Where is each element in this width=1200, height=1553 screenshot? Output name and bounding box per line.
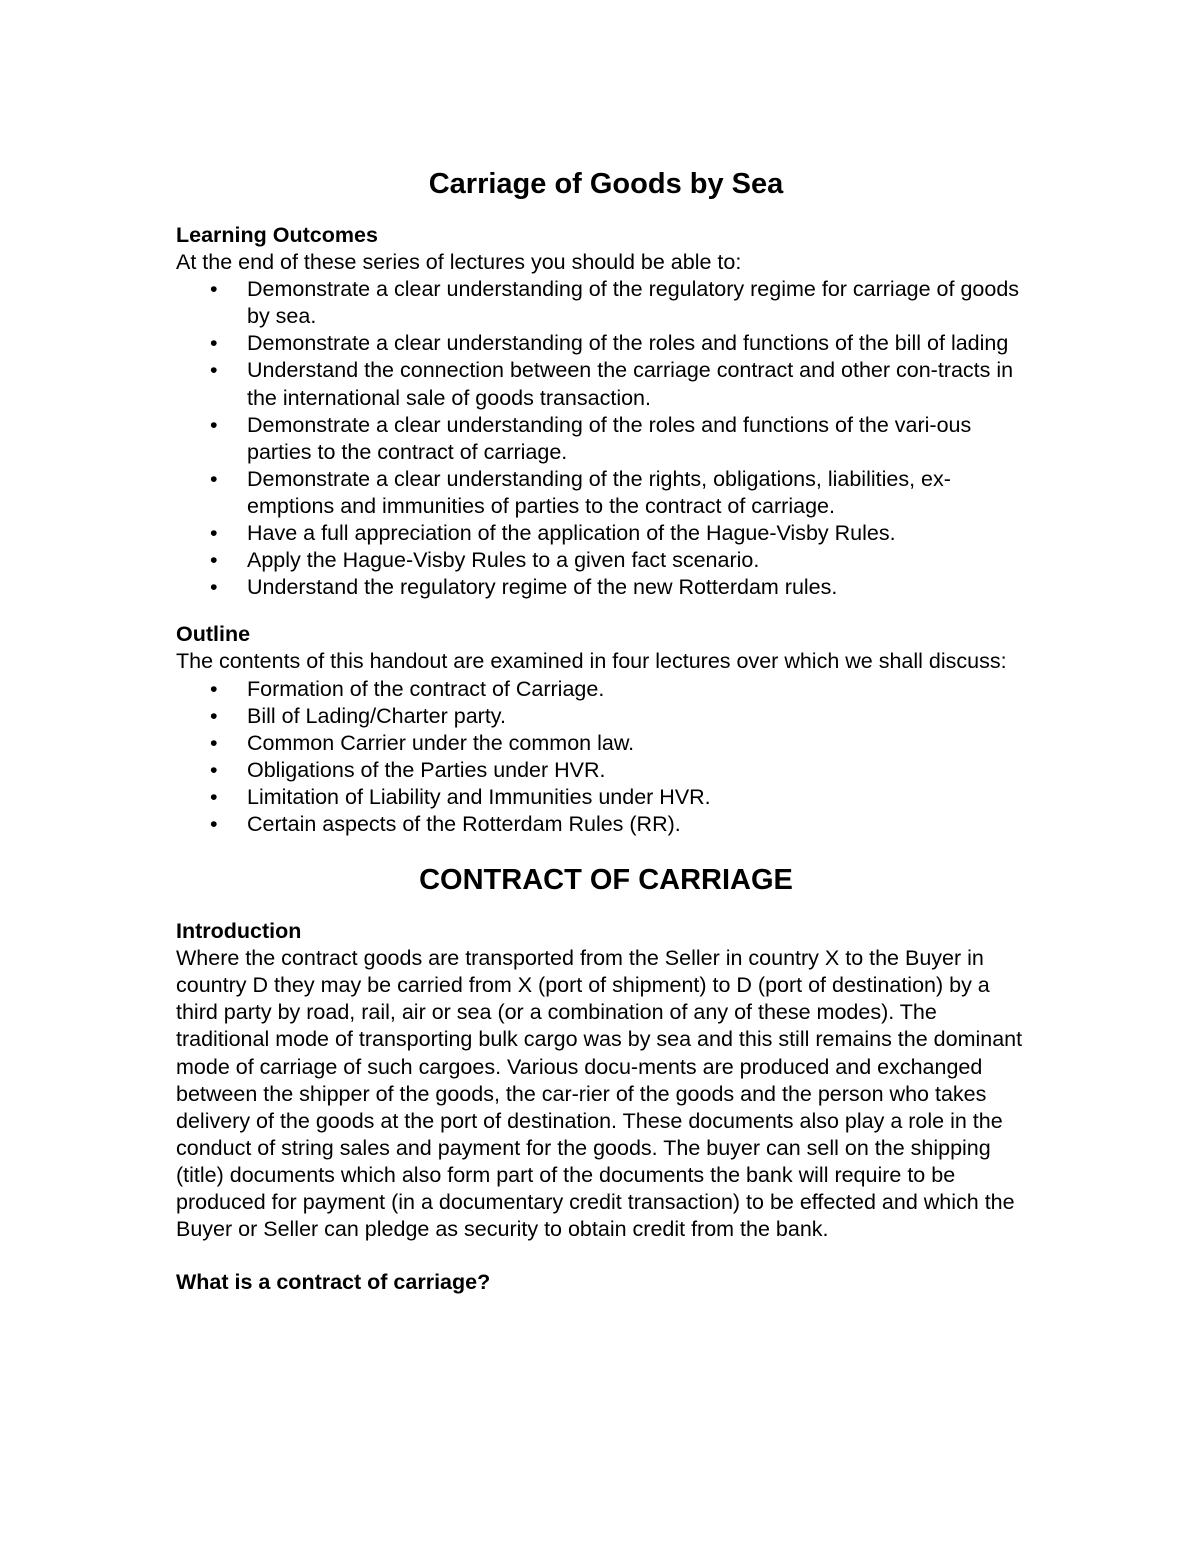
question-heading: What is a contract of carriage? xyxy=(176,1270,491,1295)
learning-outcomes-list xyxy=(176,276,1036,601)
document-title: Carriage of Goods by Sea xyxy=(428,168,784,200)
bullet-icon: • xyxy=(210,676,218,701)
bullet-icon: • xyxy=(210,548,218,573)
bullet-icon: • xyxy=(210,521,218,546)
list-item xyxy=(176,730,1036,757)
list-item xyxy=(176,784,1036,811)
list-item-text: Have a full appreciation of the application of the Hague-Visby Rules. xyxy=(247,521,896,546)
list-item-text: Formation of the contract of Carriage. xyxy=(247,676,605,701)
list-item-text: Common Carrier under the common law. xyxy=(247,730,635,755)
bullet-icon: • xyxy=(210,277,218,302)
list-item xyxy=(176,520,1036,547)
list-item-text: Demonstrate a clear understanding of the roles and functions of the vari-ous parties to the contract of carriage. xyxy=(247,412,972,464)
bullet-icon: • xyxy=(210,730,218,755)
introduction-heading: Introduction xyxy=(176,919,302,944)
list-item xyxy=(176,330,1036,357)
list-item-text: Certain aspects of the Rotterdam Rules (RR). xyxy=(247,811,681,836)
list-item-text: Obligations of the Parties under HVR. xyxy=(247,757,606,782)
list-item xyxy=(176,574,1036,601)
list-item-text: Demonstrate a clear understanding of the regulatory regime for carriage of goods by sea. xyxy=(247,277,1020,329)
document-body xyxy=(176,166,1036,1296)
introduction-paragraph: Where the contract goods are transported from the Seller in country X to the Buyer in country D they may be carried from X (port of shipment) to D (port of destination) by a third party by road, rail, air or sea (or a combination of any of these modes). The traditional mode of transporting bulk cargo was by sea and this still remains the dominant mode of carriage of such cargoes. Various docu-ments are produced and exchanged between the shipper of the goods, the car-rier of the goods and the person who takes delivery of the goods at the port of destination. These documents also play a role in the conduct of string sales and payment for the goods. The buyer can sell on the shipping (title) documents which also form part of the documents the bank will require to be produced for payment (in a documentary credit transaction) to be effected and which the Buyer or Seller can pledge as security to obtain credit from the bank. xyxy=(176,946,1023,1242)
bullet-icon: • xyxy=(210,703,218,728)
outline-list xyxy=(176,676,1036,839)
list-item xyxy=(176,466,1036,520)
list-item xyxy=(176,703,1036,730)
list-item-text: Understand the regulatory regime of the new Rotterdam rules. xyxy=(247,575,838,600)
list-item-text: Demonstrate a clear understanding of the rights, obligations, liabilities, ex-emptions and immunities of parties to the contract of carriage. xyxy=(247,466,951,518)
learning-outcomes-heading: Learning Outcomes xyxy=(176,223,378,247)
bullet-icon: • xyxy=(210,757,218,782)
outline-heading: Outline xyxy=(176,622,251,647)
bullet-icon: • xyxy=(210,784,218,809)
list-item xyxy=(176,757,1036,784)
list-item xyxy=(176,357,1036,411)
list-item xyxy=(176,547,1036,574)
list-item-text: Understand the connection between the carriage contract and other con-tracts in the international sale of goods transaction. xyxy=(247,358,1014,410)
learning-outcomes-intro: At the end of these series of lectures you should be able to: xyxy=(176,250,742,275)
list-item xyxy=(176,676,1036,703)
bullet-icon: • xyxy=(210,811,218,836)
bullet-icon: • xyxy=(210,358,218,383)
list-item xyxy=(176,412,1036,466)
section-title: CONTRACT OF CARRIAGE xyxy=(419,864,793,897)
list-item-text: Apply the Hague-Visby Rules to a given fact scenario. xyxy=(247,548,760,573)
list-item-text: Demonstrate a clear understanding of the roles and functions of the bill of lading xyxy=(247,331,1009,356)
bullet-icon: • xyxy=(210,575,218,600)
list-item xyxy=(176,276,1036,330)
list-item-text: Limitation of Liability and Immunities under HVR. xyxy=(247,784,711,809)
bullet-icon: • xyxy=(210,331,218,356)
list-item-text: Bill of Lading/Charter party. xyxy=(247,703,506,728)
list-item xyxy=(176,811,1036,838)
outline-intro: The contents of this handout are examined in four lectures over which we shall discuss: xyxy=(176,649,1007,674)
bullet-icon: • xyxy=(210,466,218,491)
bullet-icon: • xyxy=(210,412,218,437)
